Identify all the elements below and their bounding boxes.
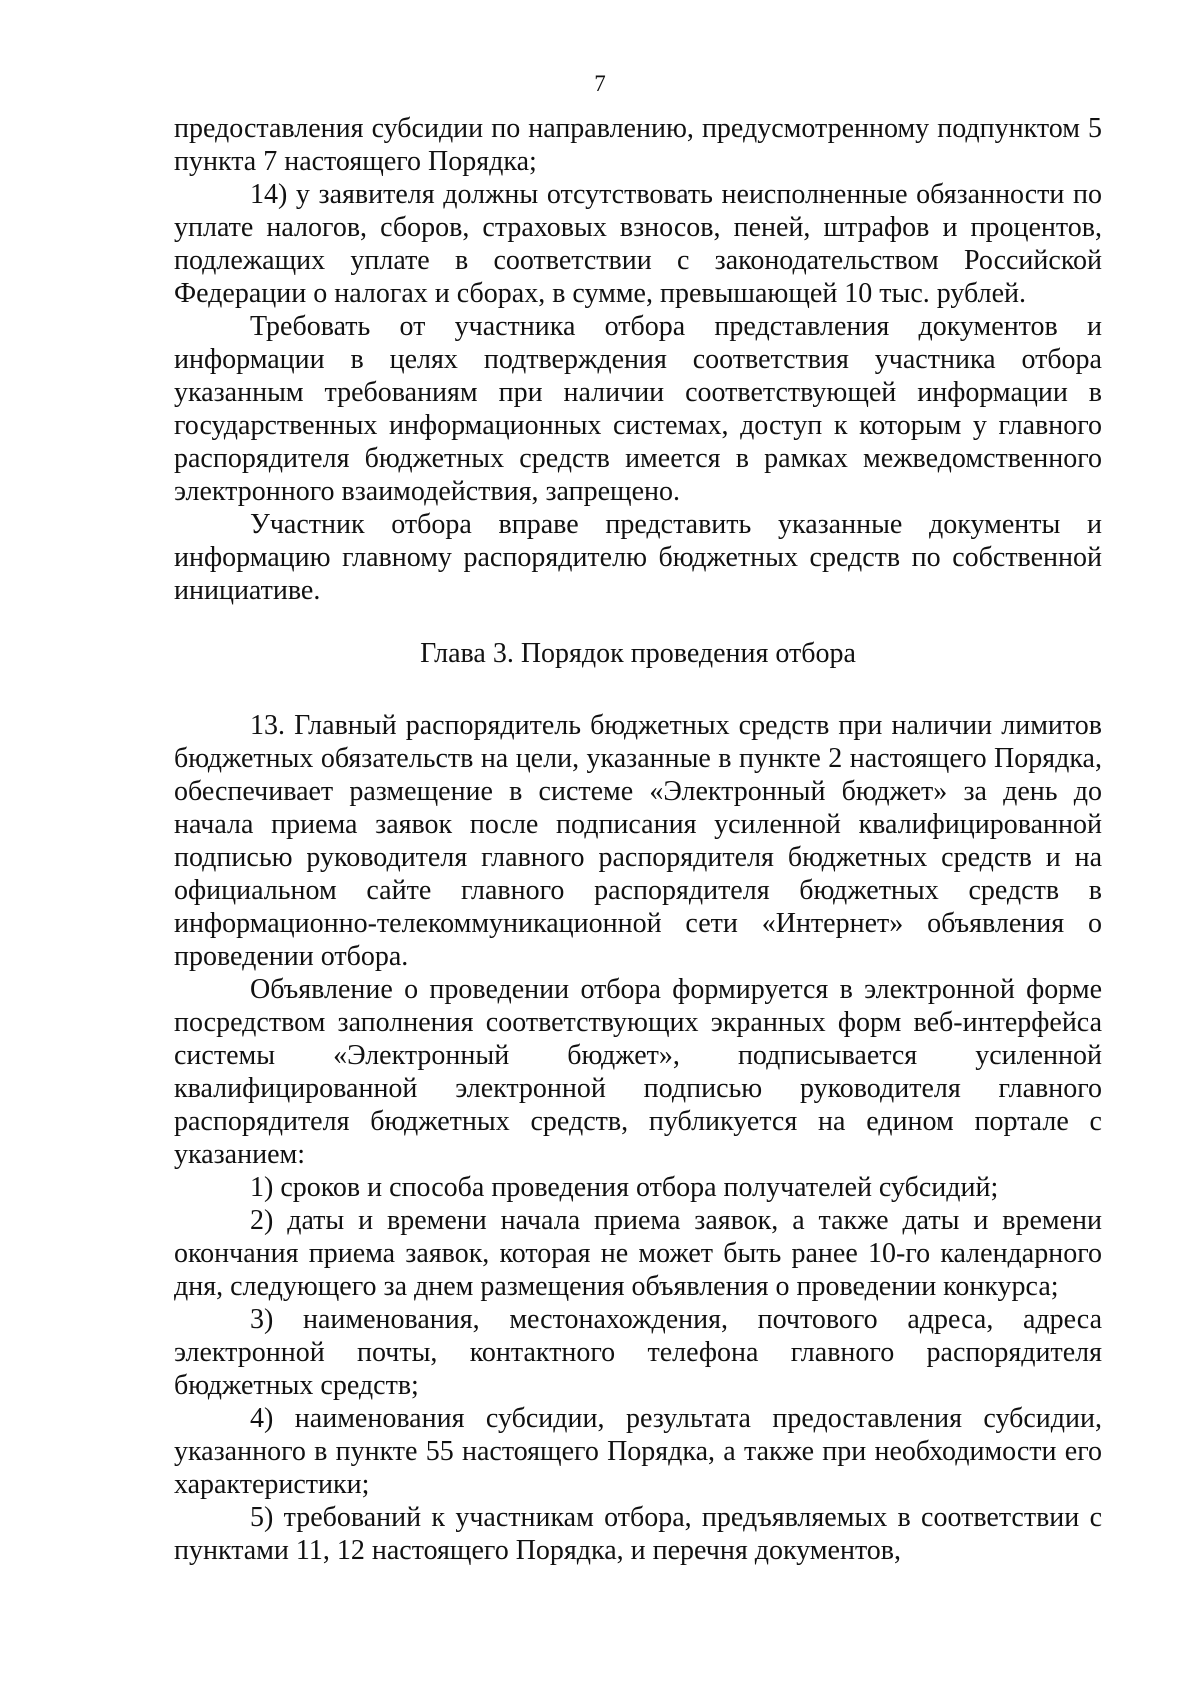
paragraph-own-initiative: Участник отбора вправе представить указанные документы и информацию главному распорядителю бюджетных средств по собственной инициативе.	[174, 509, 1102, 606]
paragraph-item-14: 14) у заявителя должны отсутствовать неисполненные обязанности по уплате налогов, сборов, страховых взносов, пеней, штрафов и процентов, подлежащих уплате в соответствии с законодательством Российской Федерации о налогах и сборах, в сумме, превышающей 10 тыс. рублей.	[174, 179, 1102, 309]
paragraph-continuation: предоставления субсидии по направлению, предусмотренному подпунктом 5 пункта 7 настоящего Порядка;	[174, 113, 1102, 177]
list-item-1: 1) сроков и способа проведения отбора получателей субсидий;	[250, 1172, 999, 1203]
paragraph-announcement: Объявление о проведении отбора формируется в электронной форме посредством заполнения соответствующих экранных форм веб-интерфейса системы «Электронный бюджет», подписывается усиленной квалифицированной электронной подписью руководителя главного распорядителя бюджетных средств, публикуется на едином портале с указанием:	[174, 974, 1102, 1170]
page-number: 7	[594, 71, 606, 96]
list-item-4: 4) наименования субсидии, результата предоставления субсидии, указанного в пункте 55 настоящего Порядка, а также при необходимости его характеристики;	[174, 1403, 1102, 1500]
paragraph-item-13: 13. Главный распорядитель бюджетных средств при наличии лимитов бюджетных обязательств на цели, указанные в пункте 2 настоящего Порядка, обеспечивает размещение в системе «Электронный бюджет» за день до начала приема заявок после подписания усиленной квалифицированной подписью руководителя главного распорядителя бюджетных средств и на официальном сайте главного распорядителя бюджетных средств в информационно-телекоммуникационной сети «Интернет» объявления о проведении отбора.	[174, 710, 1102, 972]
chapter-heading: Глава 3. Порядок проведения отбора	[420, 638, 856, 669]
list-item-3: 3) наименования, местонахождения, почтового адреса, адреса электронной почты, контактного телефона главного распорядителя бюджетных средств;	[174, 1304, 1102, 1401]
list-item-2: 2) даты и времени начала приема заявок, а также даты и времени окончания приема заявок, которая не может быть ранее 10-го календарного дня, следующего за днем размещения объявления о проведении конкурса;	[174, 1205, 1102, 1302]
list-item-5: 5) требований к участникам отбора, предъявляемых в соответствии с пунктами 11, 12 настоящего Порядка, и перечня документов,	[174, 1502, 1102, 1566]
paragraph-documents-prohibition: Требовать от участника отбора представления документов и информации в целях подтверждения соответствия участника отбора указанным требованиям при наличии соответствующей информации в государственных информационных системах, доступ к которым у главного распорядителя бюджетных средств имеется в рамках межведомственного электронного взаимодействия, запрещено.	[174, 311, 1102, 507]
document-body	[174, 112, 1102, 1567]
